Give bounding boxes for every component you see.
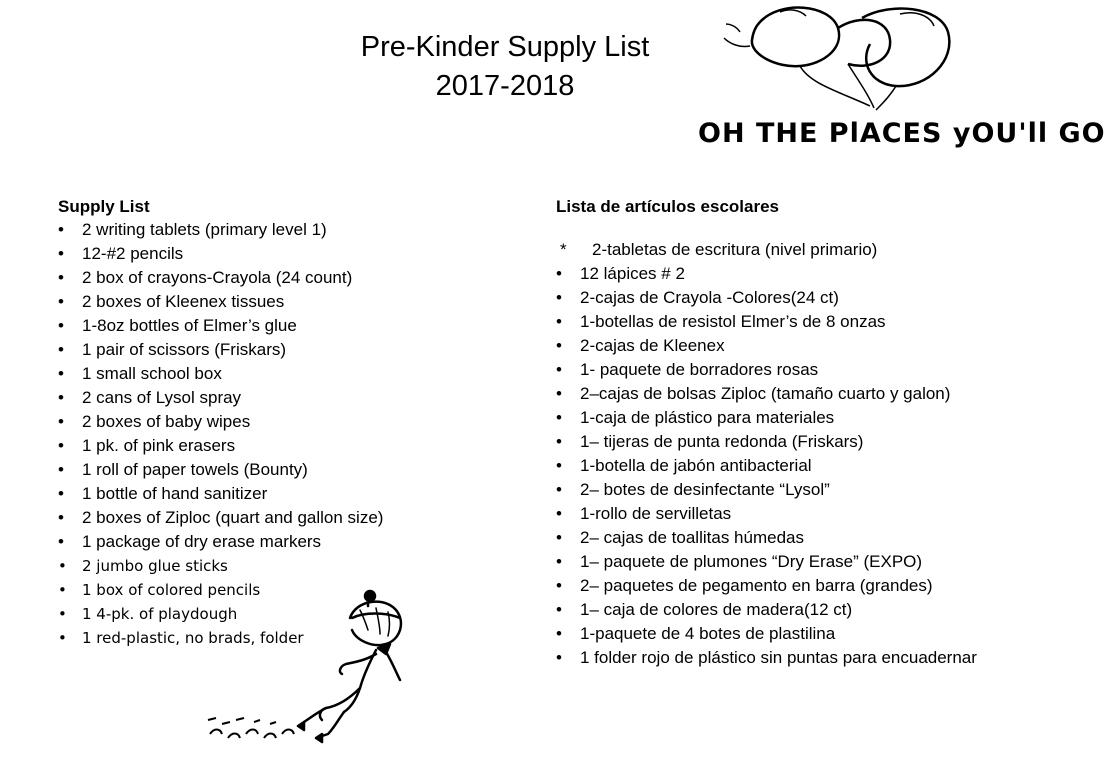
spanish-supply-list xyxy=(556,196,1024,670)
list-item: • 1– paquete de plumones “Dry Erase” (EXPO) xyxy=(556,550,1024,574)
list-item: • 1-rollo de servilletas xyxy=(556,502,1024,526)
list-item: • 1 package of dry erase markers xyxy=(58,530,478,554)
walking-child-illustration xyxy=(200,588,420,748)
list-item: • 2– cajas de toallitas húmedas xyxy=(556,526,1024,550)
list-item: • 1 pair of scissors (Friskars) xyxy=(58,338,478,362)
list-item: • 1 pk. of pink erasers xyxy=(58,434,478,458)
list-item: • 2 writing tablets (primary level 1) xyxy=(58,218,478,242)
list-item: • 2-cajas de Crayola -Colores(24 ct) xyxy=(556,286,1024,310)
list-item: • 1-paquete de 4 botes de plastilina xyxy=(556,622,1024,646)
brand-tagline: OH THE PlACES yOU'll GO xyxy=(698,118,1106,149)
list-item: * 2-tabletas de escritura (nivel primario) xyxy=(556,238,1024,262)
list-item: • 2 boxes of baby wipes xyxy=(58,410,478,434)
list-item: • 1 bottle of hand sanitizer xyxy=(58,482,478,506)
list-item: • 1- paquete de borradores rosas xyxy=(556,358,1024,382)
list-item: • 1-botella de jabón antibacterial xyxy=(556,454,1024,478)
list-item: • 12-#2 pencils xyxy=(58,242,478,266)
list-item: • 1-8oz bottles of Elmer’s glue xyxy=(58,314,478,338)
english-items xyxy=(58,218,478,650)
list-item: • 2 boxes of Ziploc (quart and gallon size) xyxy=(58,506,478,530)
list-item: • 1 box of colored pencils xyxy=(58,578,478,602)
list-item: • 2– paquetes de pegamento en barra (grandes) xyxy=(556,574,1024,598)
list-item: • 12 lápices # 2 xyxy=(556,262,1024,286)
list-item: • 2 cans of Lysol spray xyxy=(58,386,478,410)
english-supply-list xyxy=(58,196,478,650)
list-item: • 2 box of crayons-Crayola (24 count) xyxy=(58,266,478,290)
title-year: 2017-2018 xyxy=(435,70,575,102)
balloons-illustration xyxy=(720,4,980,134)
list-item: • 2-cajas de Kleenex xyxy=(556,334,1024,358)
list-item: • 1-botellas de resistol Elmer’s de 8 onzas xyxy=(556,310,1024,334)
list-item: • 1 red-plastic, no brads, folder xyxy=(58,626,478,650)
spanish-heading: Lista de artículos escolares xyxy=(556,197,779,216)
list-item: • 2– botes de desinfectante “Lysol” xyxy=(556,478,1024,502)
page-title xyxy=(300,28,710,106)
list-item: • 1 folder rojo de plástico sin puntas para encuadernar xyxy=(556,646,1024,670)
list-item: • 2–cajas de bolsas Ziploc (tamaño cuarto y galon) xyxy=(556,382,1024,406)
list-item: • 1– tijeras de punta redonda (Friskars) xyxy=(556,430,1024,454)
list-item: • 1-caja de plástico para materiales xyxy=(556,406,1024,430)
list-item: • 1 small school box xyxy=(58,362,478,386)
list-item: • 1 roll of paper towels (Bounty) xyxy=(58,458,478,482)
spanish-items xyxy=(556,238,1024,670)
list-item: • 2 boxes of Kleenex tissues xyxy=(58,290,478,314)
list-item: • 2 jumbo glue sticks xyxy=(58,554,478,578)
english-heading: Supply List xyxy=(58,197,150,216)
list-item: • 1 4-pk. of playdough xyxy=(58,602,478,626)
title-line-1: Pre-Kinder Supply List xyxy=(360,31,650,63)
list-item: • 1– caja de colores de madera(12 ct) xyxy=(556,598,1024,622)
